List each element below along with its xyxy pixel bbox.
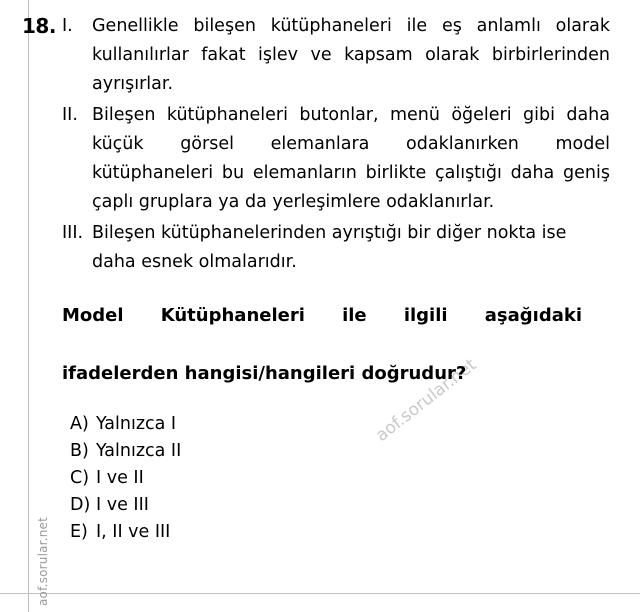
answer-option-d[interactable] bbox=[62, 495, 610, 515]
option-text: I, II ve III bbox=[96, 522, 171, 542]
roman-text: Genellikle bileşen kütüphaneleri ile eş anlamlı olarak kullanılırlar fakat işlev ve kapsam olarak birbirlerinden ayrışırlar. bbox=[92, 16, 610, 94]
question-stem bbox=[62, 301, 582, 388]
option-text: I ve III bbox=[96, 495, 149, 515]
question-stem-line1: Model Kütüphaneleri ile ilgili aşağıdaki bbox=[62, 305, 582, 326]
roman-label: I. bbox=[62, 16, 73, 36]
question-number: 18. bbox=[22, 14, 56, 38]
option-letter: C) bbox=[70, 468, 90, 488]
roman-text: Bileşen kütüphanelerinden ayrıştığı bir diğer nokta ise daha esnek olmalarıdır. bbox=[92, 223, 567, 272]
roman-label: III. bbox=[62, 223, 84, 243]
roman-statement bbox=[62, 101, 610, 217]
question-content bbox=[62, 12, 610, 549]
option-text: I ve II bbox=[96, 468, 144, 488]
roman-statement bbox=[62, 219, 610, 277]
answer-option-c[interactable] bbox=[62, 468, 610, 488]
answer-option-e[interactable] bbox=[62, 522, 610, 542]
left-divider bbox=[28, 0, 29, 612]
option-letter: E) bbox=[70, 522, 88, 542]
option-letter: A) bbox=[70, 414, 89, 434]
question-stem-line2: ifadelerden hangisi/hangileri doğrudur? bbox=[62, 363, 467, 384]
option-text: Yalnızca II bbox=[96, 441, 182, 461]
bottom-divider bbox=[0, 593, 640, 594]
option-letter: B) bbox=[70, 441, 89, 461]
answer-options bbox=[62, 414, 610, 542]
roman-label: II. bbox=[62, 105, 78, 125]
roman-text: Bileşen kütüphaneleri butonlar, menü öğeleri gibi daha küçük görsel elemanlara odaklanırken model kütüphaneleri bu elemanların birlikte çalıştığı daha geniş çaplı gruplara ya da yerleşimlere odaklanırlar. bbox=[92, 105, 610, 212]
answer-option-a[interactable] bbox=[62, 414, 610, 434]
side-watermark: aof.sorular.net bbox=[36, 516, 50, 606]
option-text: Yalnızca I bbox=[96, 414, 177, 434]
diagonal-watermark: aof.sorular.net bbox=[372, 354, 481, 446]
answer-option-b[interactable] bbox=[62, 441, 610, 461]
option-letter: D) bbox=[70, 495, 91, 515]
roman-statement bbox=[62, 12, 610, 99]
